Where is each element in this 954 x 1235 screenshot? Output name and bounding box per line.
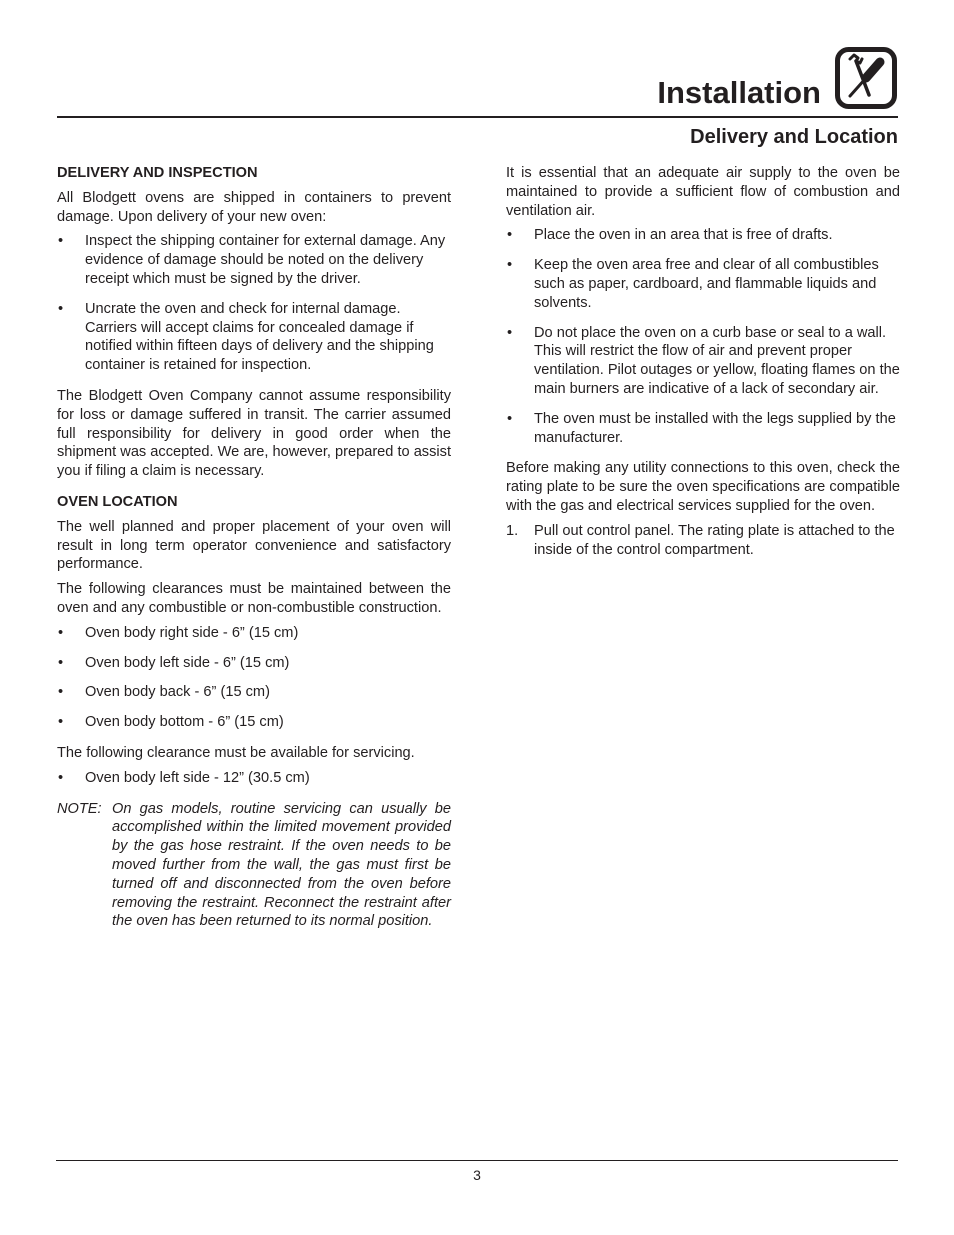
steps-list [506,522,900,560]
delivery-intro: All Blodgett ovens are shipped in containers to prevent damage. Upon delivery of your new oven: [57,189,451,225]
list-item [506,522,900,560]
note [57,800,451,932]
left-column [57,164,451,931]
list-item: • Oven body bottom - 6” (15 cm) [57,713,451,732]
note-text: On gas models, routine servicing can usually be accomplished within the limited movement provided by the gas hose restraint. If the oven needs to be moved further from the wall, the gas must first be turned off and disconnected from the oven before removing the restraint. Reconnect the restraint after the oven has been returned to its normal position. [112,800,451,930]
air-supply-intro: It is essential that an adequate air supply to the oven be maintained to provide a sufficient flow of combustion and ventilation air. [506,165,900,219]
location-paragraph: The well planned and proper placement of your oven will result in long term operator convenience and satisfactory performance. [57,518,451,573]
list-item: • Keep the oven area free and clear of all combustibles such as paper, cardboard, and flammable liquids and solvents. [506,256,900,312]
list-item: • Oven body left side - 6” (15 cm) [57,654,451,673]
list-item: • Uncrate the oven and check for internal damage. Carriers will accept claims for concealed damage if notified within fifteen days of delivery and the shipping container is retained for inspection. [57,300,451,375]
right-column [506,164,900,559]
location-heading: OVEN LOCATION [57,493,178,510]
servicing-intro: The following clearance must be available for servicing. [57,744,415,761]
title-rule [57,116,898,118]
delivery-closing: The Blodgett Oven Company cannot assume responsibility for loss or damage suffered in transit. The carrier assumed full responsibility for delivery in good order when the shipment was accepted. We are, however, prepared to assist you if filing a claim is necessary. [57,387,451,480]
clearance-intro: The following clearances must be maintained between the oven and any combustible or non-combustible construction. [57,581,451,616]
list-item: • Oven body back - 6” (15 cm) [57,683,451,702]
note-label: NOTE: [57,800,102,817]
list-item: • Oven body right side - 6” (15 cm) [57,624,451,643]
list-item: • Inspect the shipping container for external damage. Any evidence of damage should be noted on the delivery receipt which must be signed by the driver. [57,232,451,288]
air-bullet-list [506,226,900,447]
list-item: • Place the oven in an area that is free of drafts. [506,226,900,245]
list-item: • The oven must be installed with the legs supplied by the manufacturer. [506,410,900,448]
list-item: • Oven body left side - 12” (30.5 cm) [57,769,451,788]
delivery-bullet-list [57,232,451,375]
page-number: 3 [473,1167,481,1183]
list-item: • Do not place the oven on a curb base or seal to a wall. This will restrict the flow of air and prevent proper ventilation. Pilot outages or yellow, floating flames on the main burners are indicative of a lack of secondary air. [506,324,900,399]
clearance-bullet-list [57,624,451,732]
page-title: Installation [657,75,821,110]
wrench-screwdriver-icon [835,47,897,109]
section-title: Delivery and Location [690,126,898,148]
footer-rule [56,1160,898,1161]
step-text: Pull out control panel. The rating plate is attached to the inside of the control compartment. [534,522,895,558]
delivery-heading: DELIVERY AND INSPECTION [57,165,258,181]
servicing-bullet-list [57,769,451,788]
step-number: 1. [506,522,519,539]
utility-paragraph: Before making any utility connections to this oven, check the rating plate to be sure the oven specifications are compatible with the gas and electrical services supplied for the oven. [506,460,900,514]
